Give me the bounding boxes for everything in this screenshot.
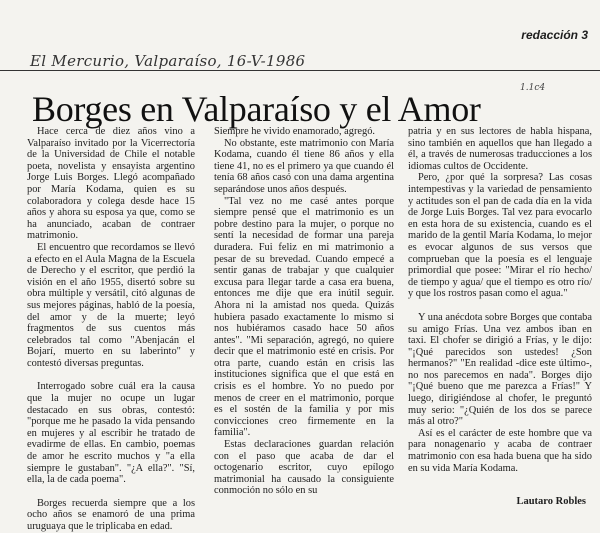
paragraph: patria y en sus lectores de habla hispana, sino también en aquellos que han llegado a él, a través de numerosas traducciones a los idiomas cultos de Occidente. [408, 126, 592, 172]
paragraph: Interrogado sobre cuál era la causa que la mujer no ocupe un lugar destacado en sus obras, contestó: "porque me he pasado la vida pensando en mujeres y al escribir he tratado de evadirme de ellas. En cambio, poemas de amor he escrito muchos y "a ella siempre le gustaban". "¿A ella?". "Sí, ella, la de cada poema". [27, 381, 195, 486]
paragraph: Borges recuerda siempre que a los ocho años se enamoró de una prima uruguaya que le triplicaba en edad. [27, 497, 195, 532]
article-column-1 [27, 126, 195, 533]
paragraph: "Tal vez no me casé antes porque siempre pensé que el matrimonio es un pobre destino para la mujer, o porque no sentí la necesidad de formar una pareja duradera. Fui feliz en mi matrimonio a pesar de su brevedad. Cuando empecé a sentir ganas de trabajar y que cualquier excusa para llegar tarde a casa era buena, entonces me dije que era inútil seguir. Ahora ni la amistad nos queda. Quizás hubiera pasado exactamente lo mismo si nos hubiéramos casado hace 50 años antes". "Mi separación, agregó, no quiere decir que el matrimonio esté en crisis. Por otra parte, cuando están en crisis las instituciones significa que el que está en crisis es el hombre. Yo no puedo por menos de creer en el matrimonio, porque es el sostén de la familia y por mis convicciones creo firmemente en la familia". [214, 195, 394, 439]
paragraph: Así es el carácter de este hombre que va para nonagenario y acaba de contraer matrimonio con esa hada buena que ha sido en su vida María Kodama. [408, 427, 592, 474]
header-rule [0, 70, 600, 71]
article-title: Borges en Valparaíso y el Amor [32, 89, 481, 129]
handwritten-note: 1.1c4 [520, 83, 546, 93]
paragraph: Hace cerca de diez años vino a Valparaíso invitado por la Vicerrectoría de la Universidad de Chile el notable poeta, novelista y ensayista argentino Jorge Luis Borges. Llegó acompañado por María Kodama, quien es su colaboradora y colega desde hace 15 años y ahora su esposa ya que, como se ha anunciado, acaban de contraer matrimonio. [27, 126, 195, 242]
section-label: redacción 3 [521, 28, 588, 42]
paragraph: El encuentro que recordamos se llevó a efecto en el Aula Magna de la Escuela de Derecho y el escritor, que perdió la visión en el año 1955, disertó sobre su obra múltiple y versátil, citó algunas de sus mejores páginas, habló de la poesía, del amor y de la muerte; leyó fragmentos de sus cuentos más celebrados tal como "Abenjacán el Bojarí, muerto en su laberinto" y contestó diversas preguntas. [27, 241, 195, 369]
byline: Lautaro Robles [516, 496, 586, 507]
paragraph: No obstante, este matrimonio con María Kodama, cuando él tiene 86 años y ella tiene 41, no es el primero ya que cuando él tenía 68 años casó con una dama argentina separándose unos años después. [214, 137, 394, 195]
article-column-3 [408, 126, 592, 474]
paragraph: Y una anécdota sobre Borges que contaba su amigo Frías. Una vez ambos iban en taxi. El chofer se dirigió a Frías, y le dijo: "¡Qué parecidos son ustedes! ¿Son hermanos?" "En realidad -dice este último-, no nos parecemos en nada". Borges dijo "¡Qué bueno que me parezca a Frías!" Y luego, dirigiéndose al chofer, le preguntó muy serio: "¿Quién de los dos se parece más al otro?" [408, 311, 592, 428]
handwritten-source-annotation: El Mercurio, Valparaíso, 16-V-1986 [30, 52, 306, 70]
paragraph: Estas declaraciones guardan relación con el paso que acaba de dar el octogenario escritor, cuyo epílogo matrimonial ha causado la consiguiente conmoción no sólo en su [214, 439, 394, 497]
article-column-2 [214, 126, 394, 497]
paragraph: Pero, ¿por qué la sorpresa? Las cosas intempestivas y la variedad de pensamiento y actitudes son el pan de cada día en la vida de Jorge Luis Borges. Tal vez para evocarlo en esta hora de su existencia, cuando es el marido de la gentil María Kodama, lo mejor es evocar algunos de sus versos que comprueban que la poesía es el lenguaje primordial que posee: "Mirar el río hecho/ de tiempo y agua/ que el tiempo es otro río/ y que los rostros pasan como el agua." [408, 172, 592, 300]
paragraph: Siempre he vivido enamorado, agregó. [214, 126, 376, 137]
